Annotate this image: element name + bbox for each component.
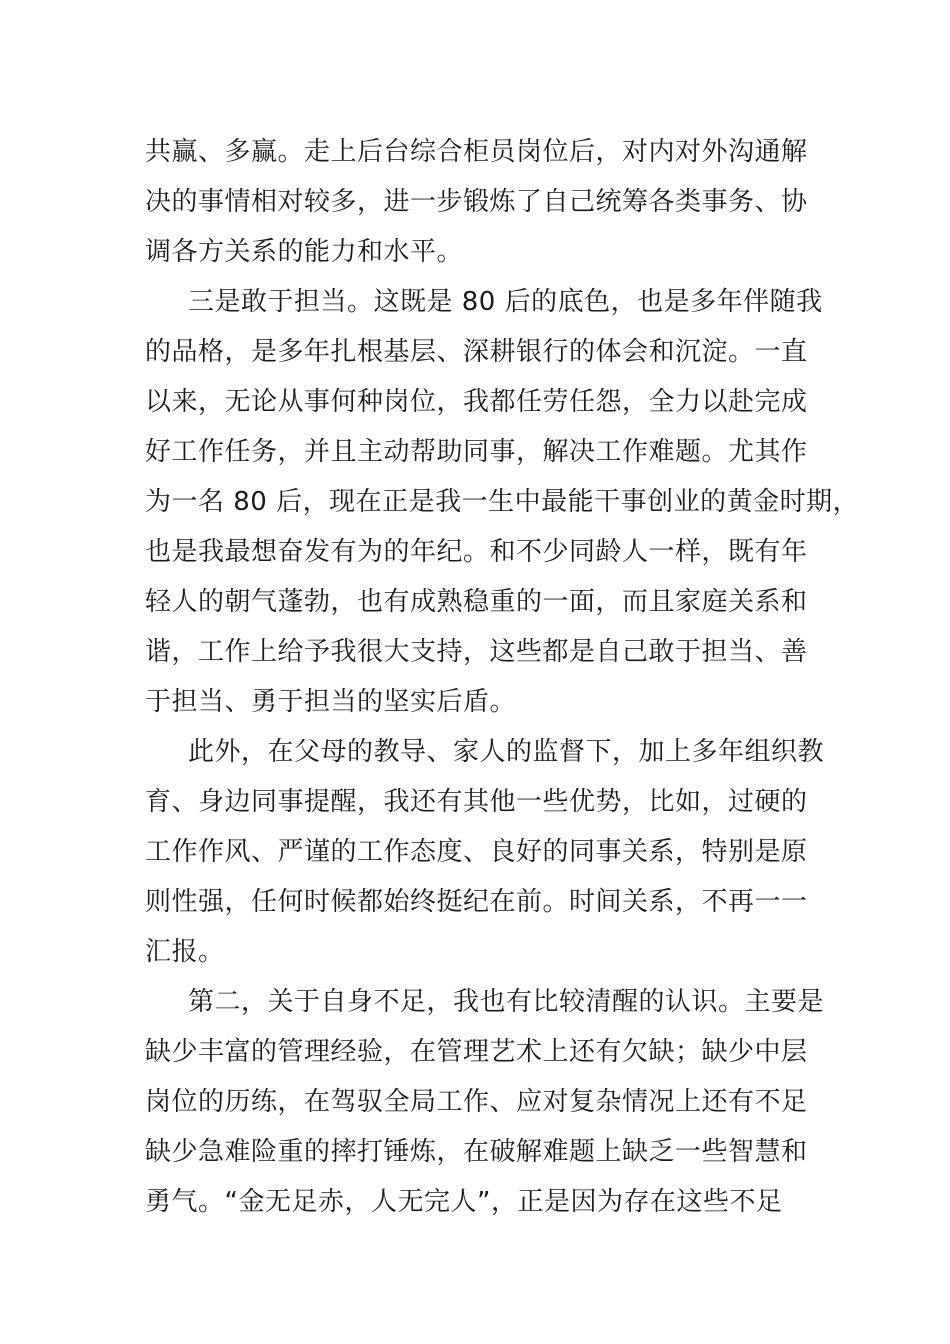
text-line: 共赢、多赢。走上后台综合柜员岗位后，对内对外沟通解 xyxy=(145,137,808,167)
text-line: 为一名 80 后，现在正是我一生中最能干事创业的黄金时期， xyxy=(145,487,860,517)
text-line: 工作作风、严谨的工作态度、良好的同事关系，特别是原 xyxy=(145,837,808,867)
text-line: 缺少急难险重的摔打锤炼，在破解难题上缺乏一些智慧和 xyxy=(145,1137,808,1167)
text-line: 的品格，是多年扎根基层、深耕银行的体会和沉淀。一直 xyxy=(145,337,808,367)
text-line: 好工作任务，并且主动帮助同事，解决工作难题。尤其作 xyxy=(145,437,808,467)
text-line: 于担当、勇于担当的坚实后盾。 xyxy=(145,687,517,717)
text-line: 育、身边同事提醒，我还有其他一些优势，比如，过硬的 xyxy=(145,787,808,817)
text-line: 汇报。 xyxy=(145,937,225,967)
paragraph-start-line: 第二，关于自身不足，我也有比较清醒的认识。主要是 xyxy=(188,987,825,1017)
text-line: 调各方关系的能力和水平。 xyxy=(145,237,464,267)
paragraph-start-line: 三是敢于担当。这既是 80 后的底色，也是多年伴随我 xyxy=(188,287,823,317)
text-line: 岗位的历练，在驾驭全局工作、应对复杂情况上还有不足 xyxy=(145,1087,808,1117)
text-line: 谐，工作上给予我很大支持，这些都是自己敢于担当、善 xyxy=(145,637,808,667)
text-line: 以来，无论从事何种岗位，我都任劳任怨，全力以赴完成 xyxy=(145,387,808,417)
text-line: 则性强，任何时候都始终挺纪在前。时间关系，不再一一 xyxy=(145,887,808,917)
text-line: 勇气。“金无足赤，人无完人”，正是因为存在这些不足 xyxy=(145,1187,783,1217)
text-line: 决的事情相对较多，进一步锻炼了自己统筹各类事务、协 xyxy=(145,187,808,217)
text-line: 缺少丰富的管理经验，在管理艺术上还有欠缺；缺少中层 xyxy=(145,1037,808,1067)
text-line: 轻人的朝气蓬勃，也有成熟稳重的一面，而且家庭关系和 xyxy=(145,587,808,617)
text-line: 也是我最想奋发有为的年纪。和不少同龄人一样，既有年 xyxy=(145,537,808,567)
paragraph-start-line: 此外，在父母的教导、家人的监督下，加上多年组织教 xyxy=(188,737,825,767)
